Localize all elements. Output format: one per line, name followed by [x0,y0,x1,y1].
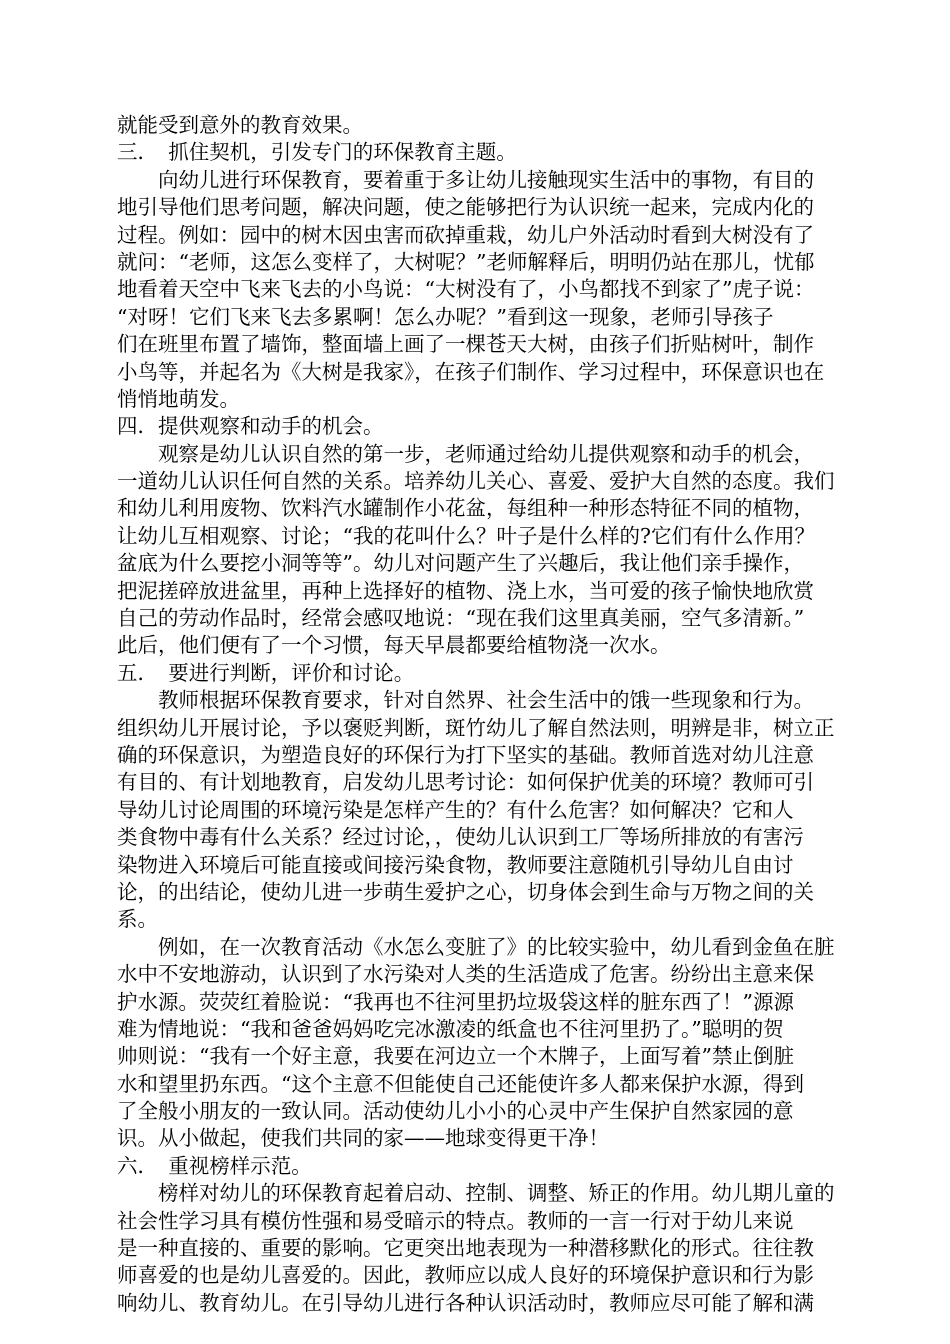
text-line: 组织幼儿开展讨论，予以褒贬判断，斑竹幼儿了解自然法则，明辨是非，树立正 [117,715,835,740]
text-line: 难为情地说：“我和爸爸妈妈吃完冰激凌的纸盒也不往河里扔了。”聪明的贺 [117,1016,784,1041]
text-line: 是一种直接的、重要的影响。它更突出地表现为一种潜移默化的形式。往往教 [117,1236,814,1261]
text-line: 了全般小朋友的一致认同。活动使幼儿小小的心灵中产生保护自然家园的意 [117,1099,794,1124]
text-line: 过程。例如：园中的树木因虫害而砍掉重栽，幼儿户外活动时看到大树没有了 [117,222,814,247]
text-line: 帅则说：“我有一个好主意，我要在河边立一个木牌子，上面写着”禁止倒脏 [117,1044,794,1069]
text-line: 社会性学习具有模仿性强和易受暗示的特点。教师的一言一行对于幼儿来说 [117,1208,794,1233]
text-line: 自己的劳动作品时，经常会感叹地说：“现在我们这里真美丽，空气多清新。” [117,606,805,631]
document-page [117,112,889,1317]
text-line: 识。从小做起，使我们共同的家——地球变得更干净！ [117,1126,609,1151]
text-line: 和幼儿利用废物、饮料汽水罐制作小花盆，每组种一种形态特征不同的植物， [117,496,814,521]
text-line: 悄悄地萌发。 [117,386,240,411]
section-heading: 三． 抓住契机，引发专门的环保教育主题。 [117,140,517,165]
text-line: 就能受到意外的教育效果。 [117,113,363,137]
text-line: 确的环保意识，为塑造良好的环保行为打下坚实的基础。教师首选对幼儿注意 [117,742,814,767]
text-line: 把泥搓碎放进盆里，再种上选择好的植物、浇上水，当可爱的孩子愉快地欣赏 [117,578,814,603]
text-line: 向幼儿进行环保教育，要着重于多让幼儿接触现实生活中的事物，有目的 [158,167,814,192]
text-line: 有目的、有计划地教育，启发幼儿思考讨论：如何保护优美的环境？教师可引 [117,770,814,795]
text-line: 地看着天空中飞来飞去的小鸟说：“大树没有了，小鸟都找不到家了”虎子说： [117,277,815,302]
text-line: 类食物中毒有什么关系？经过讨论，，使幼儿认识到工厂等场所排放的有害污 [117,825,804,850]
text-line: 师喜爱的也是幼儿喜爱的。因此，教师应以成人良好的环境保护意识和行为影 [117,1263,814,1288]
text-line: 地引导他们思考问题，解决问题，使之能够把行为认识统一起来，完成内化的 [117,195,814,220]
text-line: 让幼儿互相观察、讨论；“我的花叫什么？叶子是什么样的?它们有什么作用？ [117,523,815,548]
text-line: 盆底为什么要挖小洞等等”。幼儿对问题产生了兴趣后，我让他们亲手操作， [117,551,804,576]
text-line: 水和望里扔东西。“这个主意不但能使自己还能使许多人都来保护水源，得到 [117,1071,804,1096]
text-line: 导幼儿讨论周围的环境污染是怎样产生的？有什么危害？如何解决？它和人 [117,797,794,822]
text-line: 响幼儿、教育幼儿。在引导幼儿进行各种认识活动时，教师应尽可能了解和满 [117,1290,814,1315]
text-line: “对呀！它们飞来飞去多累啊！怎么办呢？”看到这一现象，老师引导孩子 [117,304,774,329]
section-heading: 六． 重视榜样示范。 [117,1153,312,1178]
text-line: 护水源。荧荧红着脸说：“我再也不往河里扔垃圾袋这样的脏东西了！”源源 [117,989,794,1014]
text-line: 小鸟等，并起名为《大树是我家》，在孩子们制作、学习过程中，环保意识也在 [117,359,825,384]
text-line: 教师根据环保教育要求，针对自然界、社会生活中的饿一些现象和行为。 [158,688,814,713]
section-heading: 四．提供观察和动手的机会。 [117,414,384,439]
text-line: 系。 [117,907,158,932]
text-line: 榜样对幼儿的环保教育起着启动、控制、调整、矫正的作用。幼儿期儿童的 [158,1181,835,1206]
text-line: 例如，在一次教育活动《水怎么变脏了》的比较实验中，幼儿看到金鱼在脏 [158,934,835,959]
text-line: 水中不安地游动，认识到了水污染对人类的生活造成了危害。纷纷出主意来保 [117,962,814,987]
text-line: 染物进入环境后可能直接或间接污染食物，教师要注意随机引导幼儿自由讨 [117,852,794,877]
text-line: 就问：“老师，这怎么变样了，大树呢？”老师解释后，明明仍站在那儿，忧郁 [117,249,815,274]
text-line: 们在班里布置了墙饰，整面墙上画了一棵苍天大树，由孩子们折贴树叶，制作 [117,332,814,357]
text-line: 此后，他们便有了一个习惯，每天早晨都要给植物浇一次水。 [117,633,671,658]
text-line: 一道幼儿认识任何自然的关系。培养幼儿关心、喜爱、爱护大自然的态度。我们 [117,469,835,494]
section-heading: 五． 要进行判断，评价和讨论。 [117,660,415,685]
text-line: 论，的出结论，使幼儿进一步萌生爱护之心，切身体会到生命与万物之间的关 [117,879,814,904]
text-line: 观察是幼儿认识自然的第一步，老师通过给幼儿提供观察和动手的机会， [158,441,814,466]
